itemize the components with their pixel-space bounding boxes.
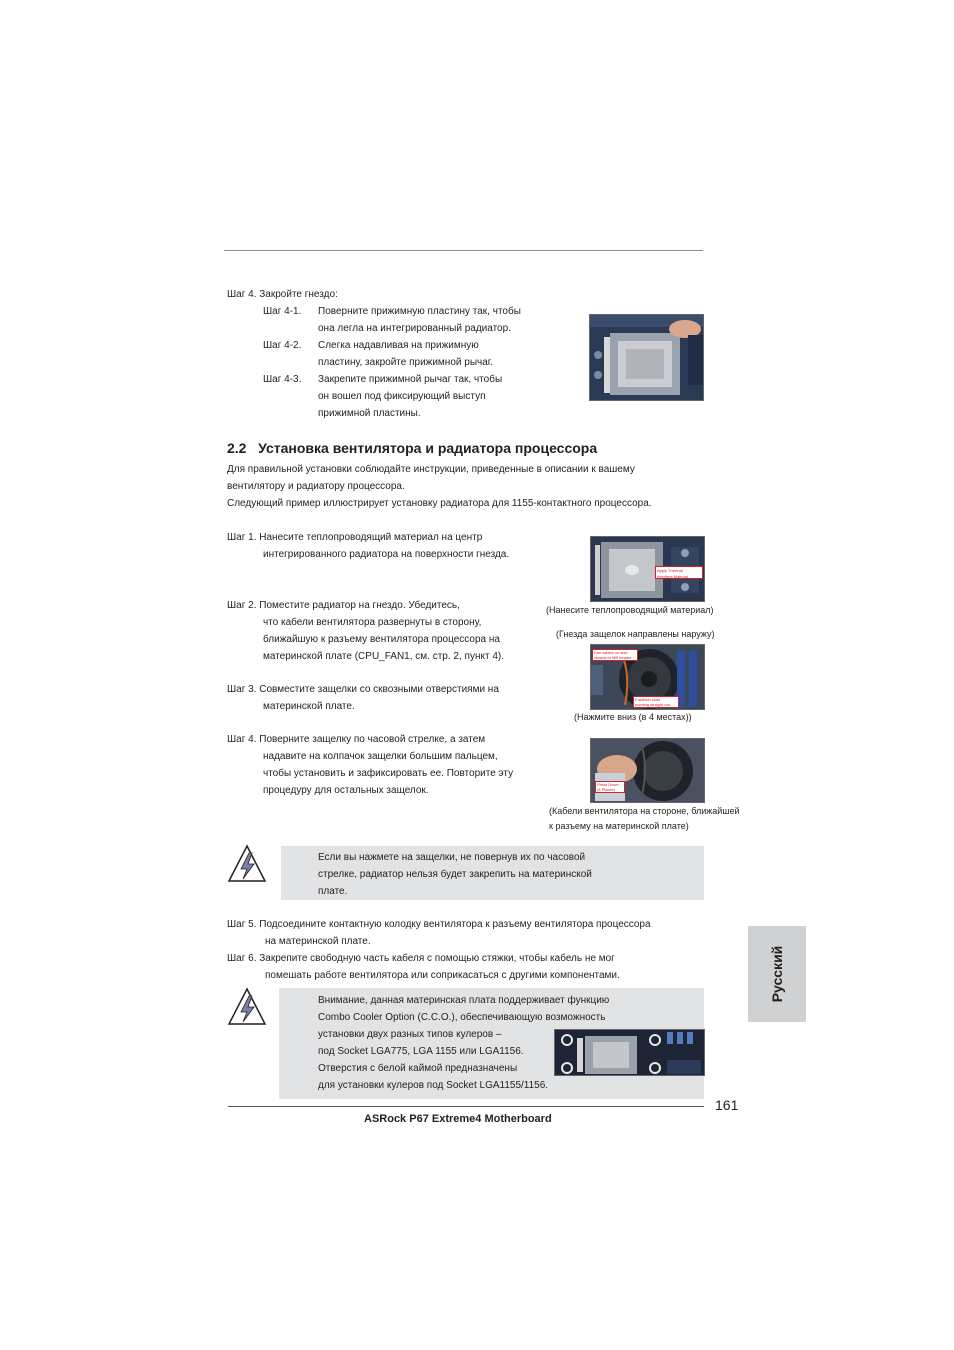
photo-label-box <box>595 781 625 793</box>
note-line: стрелке, радиатор нельзя будет закрепить на материнской <box>318 869 592 880</box>
note-line: Combo Cooler Option (C.C.O.), обеспечивающую возможность <box>318 1012 606 1023</box>
step3-line: материнской плате. <box>263 701 355 712</box>
caption: (Кабели вентилятора на стороне, ближайшей <box>549 806 740 816</box>
section-title <box>227 439 597 457</box>
step2-line: ближайшую к разъему вентилятора процессора на <box>263 634 500 645</box>
cco-socket-photo <box>554 1029 705 1076</box>
step4b-line: Шаг 4. Поверните защелку по часовой стрелке, а затем <box>227 734 486 745</box>
step4-1-line: Поверните прижимную пластину так, чтобы <box>318 306 521 317</box>
step4-3-line: он вошел под фиксирующий выступ <box>318 391 486 402</box>
step4-1-num: Шаг 4-1. <box>263 306 302 317</box>
step5-line: Шаг 5. Подсоедините контактную колодку вентилятора к разъему вентилятора процессора <box>227 919 651 930</box>
step4-3-line: Закрепите прижимной рычаг так, чтобы <box>318 374 503 385</box>
photo-label: Press Down <box>597 782 619 787</box>
language-tab-label: Русский <box>769 945 785 1003</box>
caption: (Гнезда защелок направлены наружу) <box>556 629 715 639</box>
warning-icon <box>226 843 268 885</box>
intro-line: Для правильной установки соблюдайте инструкции, приведенные в описании к вашему <box>227 464 635 475</box>
photo-label: Apply Thermal <box>657 568 683 573</box>
footer-rule <box>228 1106 704 1107</box>
photo-label: Interface Material <box>657 574 688 579</box>
photo-label: closest to MB header <box>594 655 632 660</box>
intro-line: Следующий пример иллюстрирует установку радиатора для 1155-контактного процессора. <box>227 498 652 509</box>
step4b-line: чтобы установить и зафиксировать ее. Повторите эту <box>263 768 514 779</box>
note-line: под Socket LGA775, LGA 1155 или LGA1156. <box>318 1046 524 1057</box>
step4-2-line: Слегка надавливая на прижимную <box>318 340 479 351</box>
step4-1-line: она легла на интегрированный радиатор. <box>318 323 511 334</box>
step3-line: Шаг 3. Совместите защелки со сквозными отверстиями на <box>227 684 499 695</box>
footer-title: ASRock P67 Extreme4 Motherboard <box>364 1113 552 1125</box>
section-number: 2.2 <box>227 440 247 456</box>
socket-close-photo <box>589 314 704 401</box>
warning-icon <box>226 986 268 1028</box>
photo-label-box <box>655 566 703 579</box>
step1-line: Шаг 1. Нанесите теплопроводящий материал на центр <box>227 532 483 543</box>
page-number: 161 <box>715 1097 739 1113</box>
step4-3-line: прижимной пластины. <box>318 408 421 419</box>
photo-label: Fan cables on side <box>594 650 628 655</box>
step6-line: Шаг 6. Закрепите свободную часть кабеля с помощью стяжки, чтобы кабель не мог <box>227 953 615 964</box>
caption: к разъему на материнской плате) <box>549 821 689 831</box>
caption: (Нанесите теплопроводящий материал) <box>546 605 714 615</box>
note-line: плате. <box>318 886 348 897</box>
step2-line: материнской плате (CPU_FAN1, см. стр. 2, пункт 4). <box>263 651 505 662</box>
step1-line: интегрированного радиатора на поверхности гнезда. <box>263 549 510 560</box>
step6-line: помешать работе вентилятора или соприкасаться с другими компонентами. <box>265 970 620 981</box>
step4b-line: надавите на колпачок защелки большим пальцем, <box>263 751 498 762</box>
press-down-photo <box>590 738 705 803</box>
photo-label: pointing straight out <box>635 702 670 707</box>
section-title-text: Установка вентилятора и радиатора процессора <box>258 440 598 456</box>
note-line: установки двух разных типов кулеров – <box>318 1029 502 1040</box>
step4-3-num: Шаг 4-3. <box>263 374 302 385</box>
note-line: для установки кулеров под Socket LGA1155/1156. <box>318 1080 549 1091</box>
step2-line: что кабели вентилятора развернуты в сторону, <box>263 617 482 628</box>
step4-2-line: пластину, закройте прижимной рычаг. <box>318 357 493 368</box>
header-rule <box>224 250 703 251</box>
step4-heading: Шаг 4. Закройте гнездо: <box>227 289 338 300</box>
note-line: Отверстия с белой каймой предназначены <box>318 1063 518 1074</box>
caption: (Нажмите вниз (в 4 местах)) <box>574 712 692 722</box>
step5-line: на материнской плате. <box>265 936 371 947</box>
photo-label-box <box>592 649 638 661</box>
note-line: Если вы нажмете на защелки, не повернув их по часовой <box>318 852 586 863</box>
photo-label: Fastener slots <box>635 697 661 702</box>
language-tab <box>748 926 806 1022</box>
intro-line: вентилятору и радиатору процессора. <box>227 481 405 492</box>
step2-line: Шаг 2. Поместите радиатор на гнездо. Убедитесь, <box>227 600 460 611</box>
photo-label: (4 Places) <box>597 787 616 792</box>
note-line: Внимание, данная материнская плата поддерживает функцию <box>318 995 610 1006</box>
photo-label-box <box>633 696 679 708</box>
step4-2-num: Шаг 4-2. <box>263 340 302 351</box>
step4b-line: процедуру для остальных защелок. <box>263 785 429 796</box>
